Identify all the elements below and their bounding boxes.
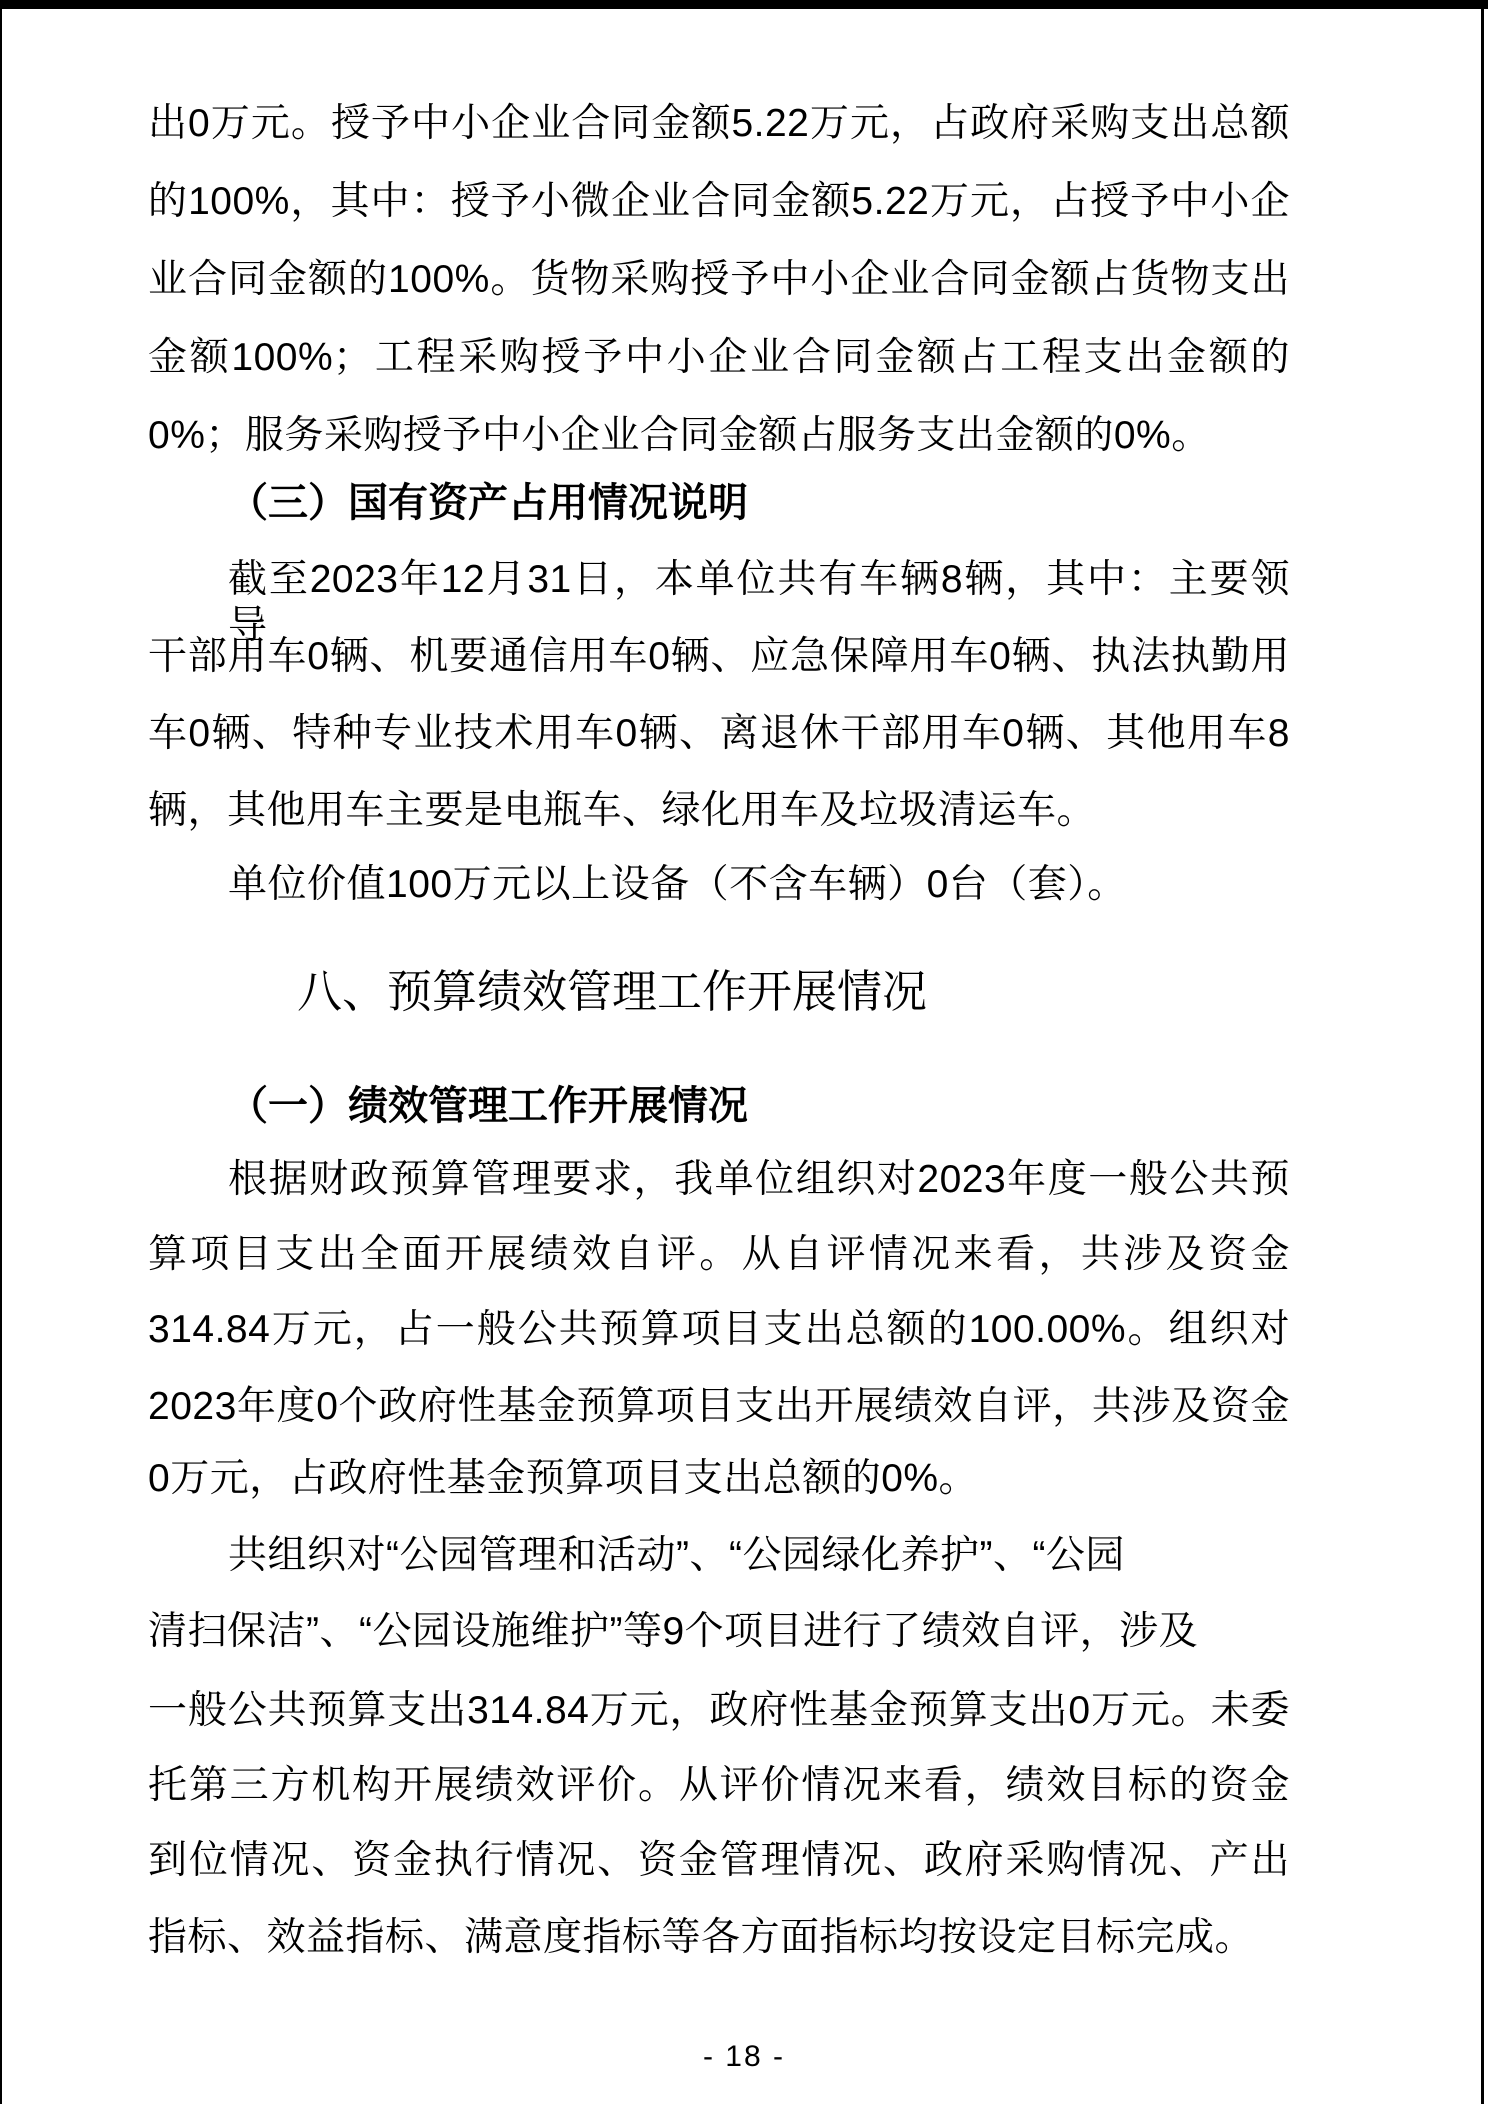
body-line: 算项目支出全面开展绩效自评。从自评情况来看，共涉及资金: [148, 1233, 1290, 1276]
body-line: 单位价值100万元以上设备（不含车辆）0台（套）。: [228, 863, 1127, 906]
scan-edge-right: [1481, 0, 1484, 2104]
body-line: 到位情况、资金执行情况、资金管理情况、政府采购情况、产出: [148, 1839, 1290, 1882]
body-line: 0%；服务采购授予中小企业合同金额占服务支出金额的0%。: [148, 414, 1211, 457]
body-line: 2023年度0个政府性基金预算项目支出开展绩效自评，共涉及资金: [148, 1385, 1290, 1428]
body-line: 截至2023年12月31日，本单位共有车辆8辆，其中：主要领导: [228, 558, 1290, 647]
subsection-heading-performance-work: （一）绩效管理工作开展情况: [228, 1084, 748, 1128]
body-line: 干部用车0辆、机要通信用车0辆、应急保障用车0辆、执法执勤用: [148, 635, 1290, 678]
body-line: 辆，其他用车主要是电瓶车、绿化用车及垃圾清运车。: [148, 789, 1097, 832]
body-line: 金额100%；工程采购授予中小企业合同金额占工程支出金额的: [148, 336, 1290, 379]
body-line: 共组织对“公园管理和活动”、“公园绿化养护”、“公园: [228, 1534, 1125, 1577]
body-line: 的100%，其中：授予小微企业合同金额5.22万元，占授予中小企: [148, 180, 1290, 223]
body-line: 托第三方机构开展绩效评价。从评价情况来看，绩效目标的资金: [148, 1764, 1290, 1807]
scan-edge-left: [0, 0, 2, 2104]
section-heading-performance-management: 八、预算绩效管理工作开展情况: [297, 966, 928, 1017]
scan-edge-top: [0, 0, 1488, 9]
body-line: 清扫保洁”、“公园设施维护”等9个项目进行了绩效自评，涉及: [148, 1610, 1199, 1653]
body-line: 一般公共预算支出314.84万元，政府性基金预算支出0万元。未委: [148, 1689, 1290, 1732]
body-line: 314.84万元，占一般公共预算项目支出总额的100.00%。组织对: [148, 1308, 1290, 1351]
body-line: 根据财政预算管理要求，我单位组织对2023年度一般公共预: [228, 1158, 1290, 1201]
body-line: 0万元，占政府性基金预算项目支出总额的0%。: [148, 1457, 979, 1500]
body-line: 业合同金额的100%。货物采购授予中小企业合同金额占货物支出: [148, 258, 1290, 301]
body-line: 出0万元。授予中小企业合同金额5.22万元，占政府采购支出总额: [148, 102, 1290, 145]
page-number: - 18 -: [702, 2040, 786, 2073]
body-line: 指标、效益指标、满意度指标等各方面指标均按设定目标完成。: [148, 1916, 1255, 1959]
body-line: 车0辆、特种专业技术用车0辆、离退休干部用车0辆、其他用车8: [148, 712, 1290, 755]
subsection-heading-state-assets: （三）国有资产占用情况说明: [228, 481, 748, 525]
